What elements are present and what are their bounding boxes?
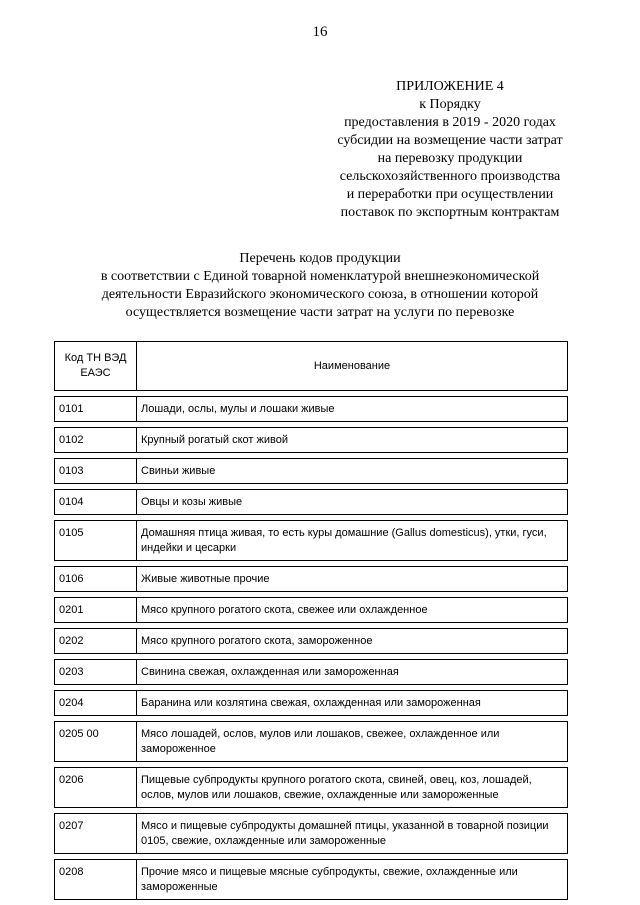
table-row xyxy=(55,598,568,623)
header-name: Наименование xyxy=(137,342,568,391)
code-cell: 0106 xyxy=(55,567,137,592)
table-row xyxy=(55,722,568,762)
code-cell: 0103 xyxy=(55,459,137,484)
table-row xyxy=(55,814,568,854)
appendix-line: поставок по экспортным контрактам xyxy=(340,205,560,220)
name-cell: Мясо крупного рогатого скота, замороженное xyxy=(137,629,568,654)
name-cell: Крупный рогатый скот живой xyxy=(137,428,568,453)
table-row xyxy=(55,629,568,654)
appendix-line: субсидии на возмещение части затрат xyxy=(337,133,563,148)
name-cell: Прочие мясо и пищевые мясные субпродукты, свежие, охлажденные или замороженные xyxy=(137,860,568,900)
heading-line: осуществляется возмещение части затрат на услуги по перевозке xyxy=(125,305,515,320)
code-cell: 0208 xyxy=(55,860,137,900)
table-row xyxy=(55,459,568,484)
name-cell: Пищевые субпродукты крупного рогатого скота, свиней, овец, коз, лошадей, ослов, мулов или лошаков, свежие, охлажденные или замороженные xyxy=(137,768,568,808)
appendix-line: предоставления в 2019 - 2020 годах xyxy=(344,115,556,130)
code-cell: 0201 xyxy=(55,598,137,623)
table-header-row xyxy=(55,342,568,391)
name-cell: Мясо крупного рогатого скота, свежее или охлажденное xyxy=(137,598,568,623)
table-body xyxy=(55,391,568,900)
code-cell: 0104 xyxy=(55,490,137,515)
name-cell: Лошади, ослы, мулы и лошаки живые xyxy=(137,397,568,422)
heading-line: Перечень кодов продукции xyxy=(239,251,401,266)
name-cell: Домашняя птица живая, то есть куры домашние (Gallus domesticus), утки, гуси, индейки и цесарки xyxy=(137,521,568,561)
table-row xyxy=(55,860,568,900)
name-cell: Мясо и пищевые субпродукты домашней птицы, указанной в товарной позиции 0105, свежие, охлажденные или замороженные xyxy=(137,814,568,854)
appendix-line: сельскохозяйственного производства xyxy=(339,169,561,184)
appendix-title: ПРИЛОЖЕНИЕ 4 xyxy=(396,79,504,94)
heading-line: в соответствии с Единой товарной номенклатурой внешнеэкономической xyxy=(100,269,540,284)
table-row xyxy=(55,521,568,561)
document-heading xyxy=(40,250,600,322)
code-cell: 0102 xyxy=(55,428,137,453)
code-cell: 0105 xyxy=(55,521,137,561)
name-cell: Баранина или козлятина свежая, охлажденная или замороженная xyxy=(137,691,568,716)
name-cell: Живые животные прочие xyxy=(137,567,568,592)
table-row xyxy=(55,691,568,716)
heading-line: деятельности Евразийского экономического союза, в отношении которой xyxy=(101,287,539,302)
table-row xyxy=(55,567,568,592)
code-cell: 0202 xyxy=(55,629,137,654)
table-row xyxy=(55,428,568,453)
appendix-line: на перевозку продукции xyxy=(377,151,523,166)
header-code: Код ТН ВЭД ЕАЭС xyxy=(55,342,137,391)
name-cell: Свинина свежая, охлажденная или замороженная xyxy=(137,660,568,685)
code-cell: 0203 xyxy=(55,660,137,685)
name-cell: Мясо лошадей, ослов, мулов или лошаков, свежее, охлажденное или замороженное xyxy=(137,722,568,762)
product-codes-table xyxy=(54,341,568,900)
appendix-line: и переработки при осуществлении xyxy=(346,187,554,202)
name-cell: Овцы и козы живые xyxy=(137,490,568,515)
appendix-line: к Порядку xyxy=(419,97,481,112)
table-row xyxy=(55,490,568,515)
code-cell: 0101 xyxy=(55,397,137,422)
appendix-block xyxy=(300,78,600,222)
table-row xyxy=(55,397,568,422)
code-cell: 0205 00 xyxy=(55,722,137,762)
code-cell: 0204 xyxy=(55,691,137,716)
code-cell: 0207 xyxy=(55,814,137,854)
page-number: 16 xyxy=(312,24,328,40)
table-row xyxy=(55,660,568,685)
code-cell: 0206 xyxy=(55,768,137,808)
name-cell: Свиньи живые xyxy=(137,459,568,484)
table-row xyxy=(55,768,568,808)
